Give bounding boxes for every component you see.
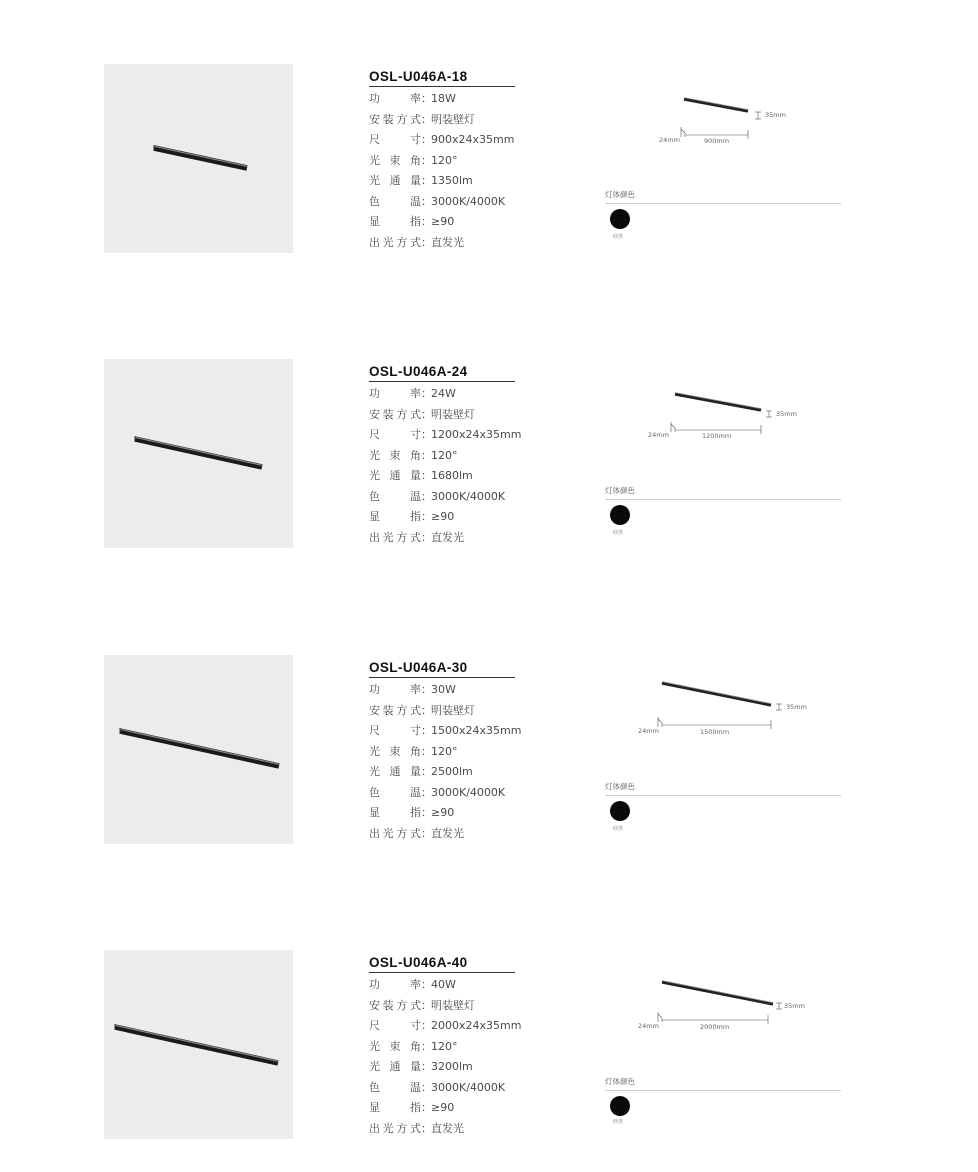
spec-flux: 光通量：1680lm xyxy=(369,469,473,482)
spec-cri: 显 指：≥90 xyxy=(369,215,455,228)
spec-beam: 光束角：120° xyxy=(369,153,458,167)
spec-power: 功 率：40W xyxy=(369,978,456,991)
model-number: OSL-U046A-30 xyxy=(369,660,515,678)
spec-flux: 光通量：2500lm xyxy=(369,765,473,778)
dim-height-label: 35mm xyxy=(765,111,786,119)
color-swatch-label: 砂黑 xyxy=(613,234,624,240)
spec-flux: 光通量：1350lm xyxy=(369,174,473,187)
product-card xyxy=(0,655,978,855)
spec-emit: 出光方式：直发光 xyxy=(369,1121,464,1135)
spec-power: 功 率：24W xyxy=(369,387,456,400)
spec-install: 安装方式：明装壁灯 xyxy=(369,407,475,421)
wall-light-bar-image xyxy=(104,359,293,548)
dim-height-label: 35mm xyxy=(786,703,807,711)
spec-cri: 显 指：≥90 xyxy=(369,806,455,819)
product-photo xyxy=(104,950,293,1139)
spec-beam: 光束角：120° xyxy=(369,448,458,462)
dim-width-label: 24mm xyxy=(638,727,659,735)
spec-beam: 光束角：120° xyxy=(369,744,458,758)
divider xyxy=(605,795,841,796)
spec-size: 尺 寸：2000x24x35mm xyxy=(369,1019,522,1032)
color-swatch xyxy=(610,505,630,525)
wall-light-bar-image xyxy=(104,64,293,253)
divider xyxy=(605,1090,841,1091)
model-number: OSL-U046A-40 xyxy=(369,955,515,973)
spec-cct: 色 温：3000K/4000K xyxy=(369,1080,506,1094)
wall-light-bar-image xyxy=(104,655,293,844)
spec-flux: 光通量：3200lm xyxy=(369,1060,473,1073)
spec-cri: 显 指：≥90 xyxy=(369,510,455,523)
spec-size: 尺 寸：1500x24x35mm xyxy=(369,724,522,737)
spec-size: 尺 寸：1200x24x35mm xyxy=(369,428,522,441)
color-swatch xyxy=(610,801,630,821)
dim-width-label: 24mm xyxy=(648,431,669,439)
color-swatch xyxy=(610,209,630,229)
spec-install: 安装方式：明装壁灯 xyxy=(369,112,475,126)
spec-emit: 出光方式：直发光 xyxy=(369,235,464,249)
dim-height-label: 35mm xyxy=(776,410,797,418)
model-number: OSL-U046A-18 xyxy=(369,69,515,87)
dim-length-label: 900mm xyxy=(704,137,730,145)
dim-width-label: 24mm xyxy=(659,136,680,144)
product-photo xyxy=(104,359,293,548)
spec-cct: 色 温：3000K/4000K xyxy=(369,194,506,208)
product-card xyxy=(0,950,978,1150)
spec-emit: 出光方式：直发光 xyxy=(369,530,464,544)
body-color-title: 灯体颜色 xyxy=(605,782,635,791)
spec-block xyxy=(369,69,519,253)
product-card xyxy=(0,64,978,264)
color-swatch-label: 砂黑 xyxy=(613,530,624,536)
body-color-title: 灯体颜色 xyxy=(605,486,635,495)
divider xyxy=(605,203,841,204)
body-color-title: 灯体颜色 xyxy=(605,190,635,199)
wall-light-bar-image xyxy=(104,950,293,1139)
product-card xyxy=(0,359,978,559)
product-photo xyxy=(104,64,293,253)
dimension-drawing xyxy=(605,92,845,162)
dim-length-label: 1500mm xyxy=(700,728,730,736)
dimension-drawing xyxy=(605,387,845,457)
dim-width-label: 24mm xyxy=(638,1022,659,1030)
product-photo xyxy=(104,655,293,844)
dim-height-label: 35mm xyxy=(784,1002,805,1010)
spec-power: 功 率：18W xyxy=(369,92,456,105)
spec-install: 安装方式：明装壁灯 xyxy=(369,703,475,717)
divider xyxy=(605,499,841,500)
color-swatch xyxy=(610,1096,630,1116)
spec-power: 功 率：30W xyxy=(369,683,456,696)
model-number: OSL-U046A-24 xyxy=(369,364,515,382)
spec-cct: 色 温：3000K/4000K xyxy=(369,489,506,503)
spec-install: 安装方式：明装壁灯 xyxy=(369,998,475,1012)
spec-block xyxy=(369,955,522,1139)
spec-emit: 出光方式：直发光 xyxy=(369,826,464,840)
body-color-title: 灯体颜色 xyxy=(605,1077,635,1086)
spec-block xyxy=(369,364,522,548)
color-swatch-label: 砂黑 xyxy=(613,826,624,832)
color-swatch-label: 砂黑 xyxy=(613,1119,624,1125)
spec-size: 尺 寸：900x24x35mm xyxy=(369,133,515,146)
dimension-drawing xyxy=(605,970,845,1040)
dim-length-label: 1200mm xyxy=(702,432,732,440)
dimension-drawing xyxy=(605,675,845,745)
spec-cri: 显 指：≥90 xyxy=(369,1101,455,1114)
spec-beam: 光束角：120° xyxy=(369,1039,458,1053)
dim-length-label: 2000mm xyxy=(700,1023,730,1031)
spec-cct: 色 温：3000K/4000K xyxy=(369,785,506,799)
spec-block xyxy=(369,660,522,844)
